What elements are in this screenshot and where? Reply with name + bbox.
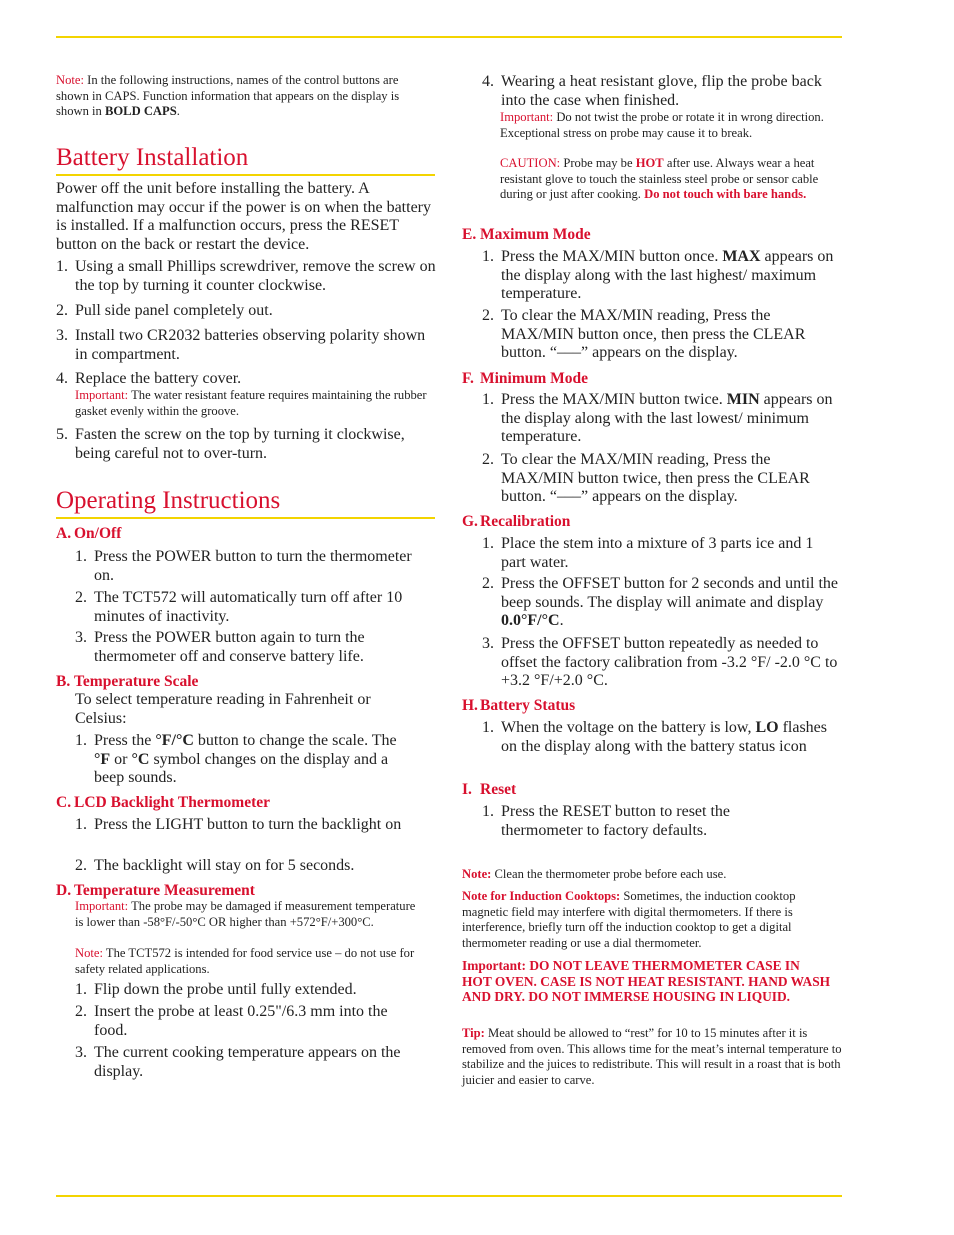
battery-intro: Power off the unit before installing the battery. A malfunction may occur if the power is on when the battery is installed. If a malfunction occurs, press the RESET button on the back or restart the device. [56,180,431,253]
induction-note: Note for Induction Cooktops: Sometimes, the induction cooktop magnetic field may interfere with digital thermometers. If there is interference, briefly turn off the induction cooktop to get a digital thermometer reading or use a dial thermometer. [462,889,796,950]
d-step-1: 1. Flip down the probe until fully extended. [75,981,357,998]
d-step-4: 4. Wearing a heat resistant glove, flip the probe back into the case when finished. [482,73,822,109]
d-note: Note: The TCT572 is intended for food service use – do not use for safety related applications. [75,946,415,976]
section-i-heading: I. Reset [462,781,517,798]
d-step-2: 2. Insert the probe at least 0.25"/6.3 mm into the food. [75,1003,388,1039]
intro-note: Note: In the following instructions, names of the control buttons are shown in CAPS. Function information that appears on the display is shown in BOLD CAPS. [56,73,400,118]
battery-step-5: 5. Fasten the screw on the top by turning it clockwise, being careful not to over-turn. [56,426,405,462]
a-step-3: 3. Press the POWER button again to turn the thermometer off and conserve battery life. [75,629,365,665]
g-step-1: 1. Place the stem into a mixture of 3 parts ice and 1 part water. [482,535,814,571]
battery-title: Battery Installation [56,144,249,171]
a-step-2: 2. The TCT572 will automatically turn off after 10 minutes of inactivity. [75,589,403,625]
section-g-heading: G. Recalibration [462,513,571,530]
bottom-rule [56,1195,842,1197]
section-a-heading: A. On/Off [56,525,122,542]
i-step-1: 1. Press the RESET button to reset the thermometer to factory defaults. [482,803,731,839]
h-step-1: 1. When the voltage on the battery is low, LO flashes on the display along with the battery status icon [482,719,828,755]
d-caution: CAUTION: Probe may be HOT after use. Always wear a heat resistant glove to touch the stainless steel probe or sensor cable during or just after cooking. Do not touch with bare hands. [500,156,819,201]
section-d-heading: D. Temperature Measurement [56,882,255,899]
section-e-heading: E. Maximum Mode [462,226,591,243]
f-step-2: 2. To clear the MAX/MIN reading, Press the MAX/MIN button twice, then press the CLEAR button. “–––” appears on the display. [482,451,810,505]
clean-note: Note: Clean the thermometer probe before each use. [462,867,727,881]
battery-title-rule [56,174,435,176]
section-c-heading: C. LCD Backlight Thermometer [56,794,271,811]
e-step-2: 2. To clear the MAX/MIN reading, Press the MAX/MIN button once, then press the CLEAR button. “–––” appears on the display. [482,307,806,361]
battery-step-2: 2. Pull side panel completely out. [56,302,273,319]
battery-step-3: 3. Install two CR2032 batteries observing polarity shown in compartment. [56,327,426,363]
operating-title-rule [56,517,435,519]
b-intro: To select temperature reading in Fahrenheit or Celsius: [75,691,371,727]
d-important: Important: The probe may be damaged if measurement temperature is lower than -58°F/-50°C OR higher than +572°F/+300°C. [75,899,416,929]
d-important-2: Important: Do not twist the probe or rotate it in wrong direction. Exceptional stress on probe may cause it to break. [500,110,824,140]
g-step-3: 3. Press the OFFSET button repeatedly as needed to offset the factory calibration from -3.2 °F/ -2.0 °C to +3.2 °F/+2.0 °C. [482,635,838,689]
e-step-1: 1. Press the MAX/MIN button once. MAX appears on the display along with the last highest/ maximum temperature. [482,248,834,302]
section-h-heading: H. Battery Status [462,697,576,714]
battery-step-1: 1. Using a small Phillips screwdriver, remove the screw on the top by turning it counter clockwise. [56,258,436,294]
battery-step-4: 4. Replace the battery cover. [56,370,242,387]
g-step-2: 2. Press the OFFSET button for 2 seconds and until the beep sounds. The display will animate and display 0.0°F/°C. [482,575,839,629]
case-warning: Important: DO NOT LEAVE THERMOMETER CASE IN HOT OVEN. CASE IS NOT HEAT RESISTANT. HAND WASH AND DRY. DO NOT IMMERSE HOUSING IN LIQUID. [462,958,831,1004]
tip-note: Tip: Meat should be allowed to “rest” for 10 to 15 minutes after it is removed from oven. This allows time for the meat’s internal temperature to stabilize and the juices to redistribute. This will result in a roast that is both juicier and easier to carve. [462,1026,842,1087]
section-f-heading: F. Minimum Mode [462,370,589,387]
top-rule [56,36,842,38]
d-step-3: 3. The current cooking temperature appears on the display. [75,1044,401,1080]
section-b-heading: B. Temperature Scale [56,673,199,690]
battery-important: Important: The water resistant feature requires maintaining the rubber gasket evenly within the groove. [75,388,427,418]
b-step-1: 1. Press the °F/°C button to change the scale. The °F or °C symbol changes on the display and a beep sounds. [75,732,397,786]
f-step-1: 1. Press the MAX/MIN button twice. MIN appears on the display along with the last lowest/ minimum temperature. [482,391,833,445]
operating-title: Operating Instructions [56,487,281,514]
a-step-1: 1. Press the POWER button to turn the thermometer on. [75,548,412,584]
c-step-1: 1. Press the LIGHT button to turn the backlight on [75,816,402,833]
c-step-2: 2. The backlight will stay on for 5 seconds. [75,857,355,874]
